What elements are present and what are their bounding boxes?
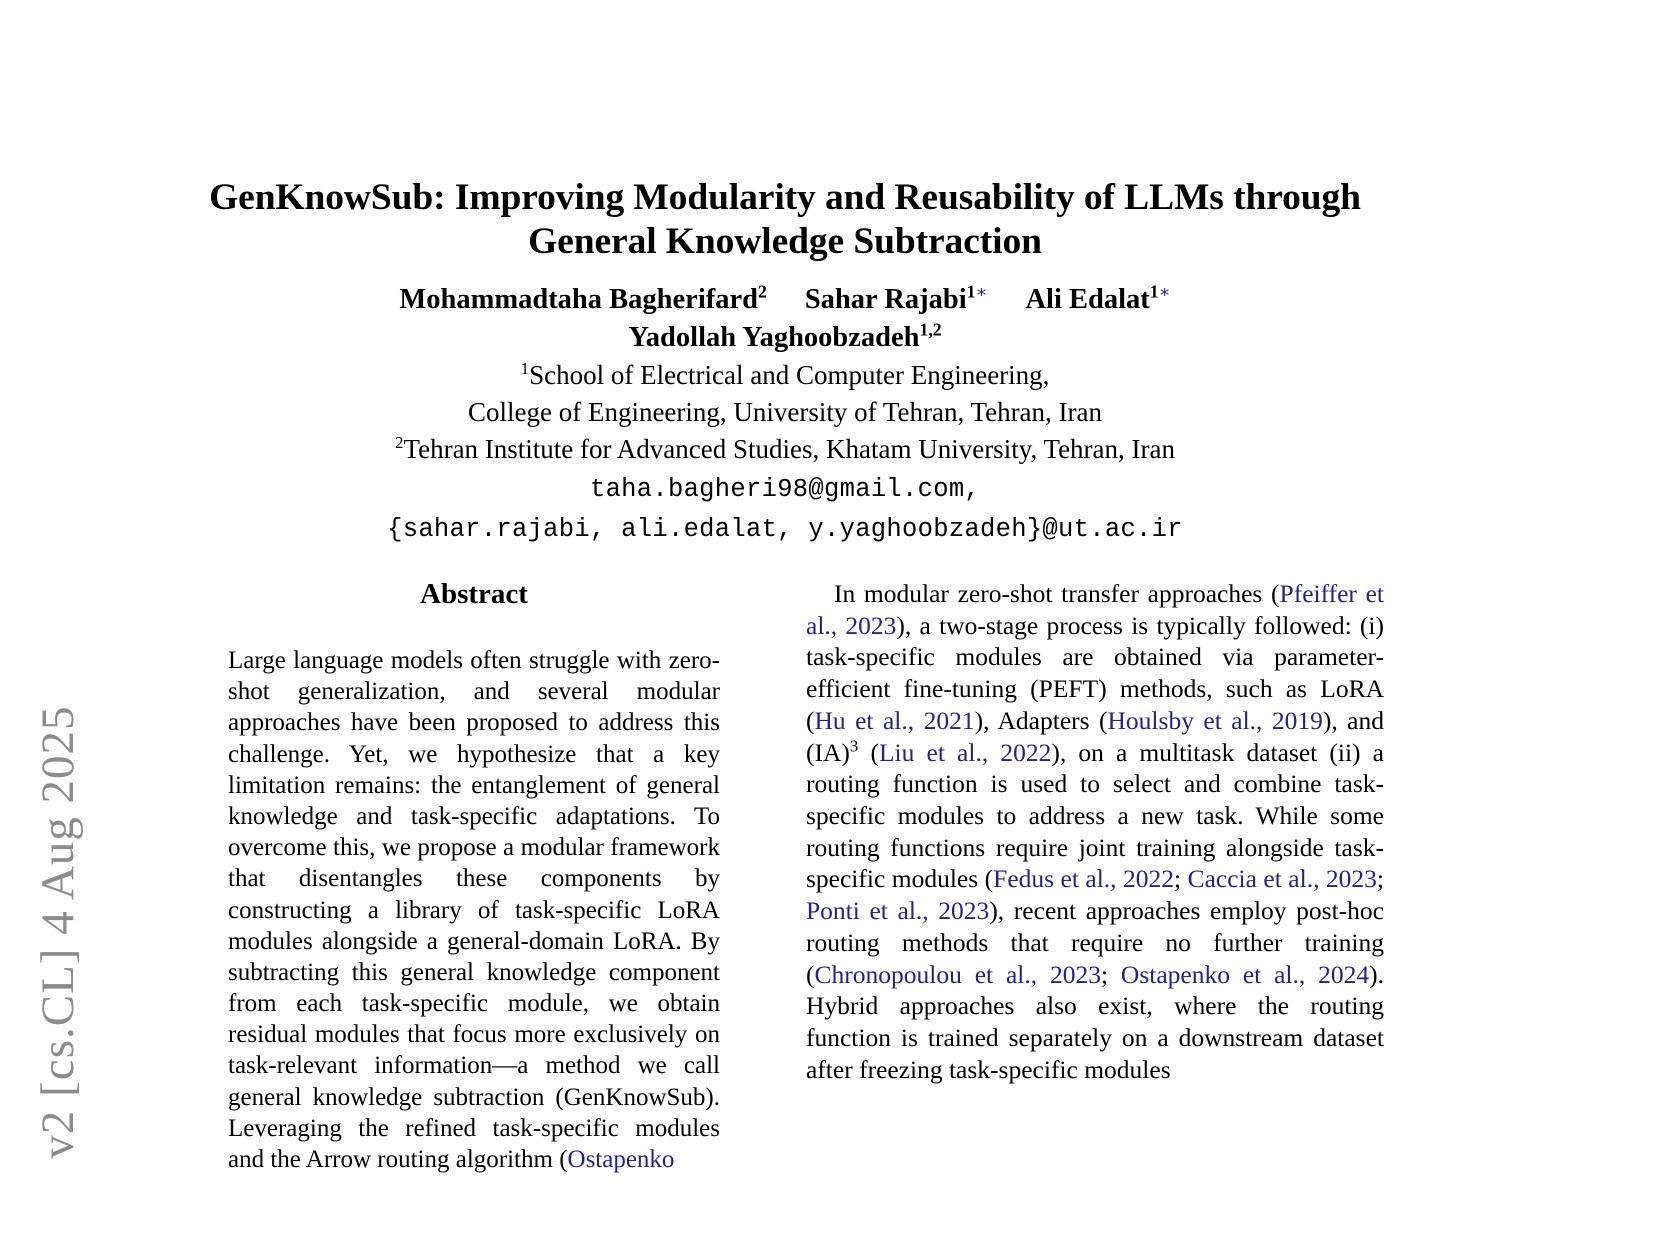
right-column: [806, 578, 1384, 1086]
body-text: ), on a multitask dataset (ii) a routing function is used to select and combine task-specific modules to address a new task. While some routing functions require joint training alongside task-specific modules (: [806, 737, 1385, 894]
author-row-1: [190, 281, 1380, 319]
body-text: In modular zero-shot transfer approaches (: [834, 579, 1280, 608]
author-name: Yadollah Yaghoobzadeh$^{1,2}$: [628, 319, 942, 354]
body-text: ), Adapters (: [974, 705, 1108, 735]
body-text: ), and (IA): [806, 705, 1384, 767]
author-list: [190, 281, 1380, 358]
body-text: ), a two-stage process is typically followed: (i) task-specific modules are obtained via parameter-efficient fine-tuning (PEFT) methods, such as LoRA (: [806, 610, 1384, 735]
body-text: ;: [1100, 959, 1121, 989]
citation-link[interactable]: Ponti et al., 2023: [806, 896, 990, 926]
affiliation-list: [190, 357, 1380, 468]
author-name: Ali Edalat$^{1∗}$: [1025, 281, 1171, 315]
citation-link[interactable]: Ostapenko: [567, 1146, 675, 1173]
citation-link[interactable]: Liu et al., 2022: [878, 737, 1052, 767]
author-name: Mohammadtaha Bagherifard$^2$: [399, 281, 767, 315]
affiliation-line: College of Engineering, University of Tehran, Tehran, Iran: [467, 396, 1103, 427]
body-text: (: [858, 737, 879, 767]
email-line-1: taha.bagheri98@gmail.com,: [589, 475, 981, 504]
author-affiliation-marker: 1,2: [919, 319, 942, 340]
left-column: [228, 578, 720, 1175]
equal-contribution-asterisk[interactable]: ∗: [1158, 281, 1171, 302]
body-text: Large language models often struggle with zero-shot generalization, and several modular approaches have been proposed to address this challenge. Yet, we hypothesize that a key limitation remains: the entanglement of general knowledge and task-specific adaptations. To overcome this, we propose a modular framework that disentangles these components by constructing a library of task-specific LoRA modules alongside a general-domain LoRA. By subtracting this general knowledge component from each task-specific module, we obtain residual modules that focus more exclusively on task-relevant information—a method we call general knowledge subtraction (GenKnowSub). Leveraging the refined task-specific modules and the Arrow routing algorithm (: [228, 647, 720, 1173]
abstract-paragraph: [228, 645, 720, 1175]
body-text: ), recent approaches employ post-hoc routing methods that require no further training (: [806, 896, 1384, 989]
author-affiliation-marker: 1: [1149, 281, 1159, 302]
abstract-heading: Abstract: [420, 578, 528, 610]
citation-link[interactable]: Fedus et al., 2022: [993, 864, 1175, 894]
citation-link[interactable]: Ostapenko et al., 2024: [1120, 959, 1370, 989]
email-block: [190, 470, 1380, 551]
body-text: ;: [1174, 864, 1188, 894]
superscript-number: 3: [849, 736, 859, 756]
affiliation-marker: 2: [394, 432, 404, 452]
author-row-2: [190, 319, 1380, 357]
introduction-paragraph: [806, 578, 1384, 1086]
citation-link[interactable]: Houlsby et al., 2019: [1107, 705, 1323, 735]
citation-link[interactable]: Caccia et al., 2023: [1187, 864, 1377, 894]
author-affiliation-marker: 1: [966, 281, 976, 302]
citation-link[interactable]: Chronopoulou et al., 2023: [814, 959, 1101, 989]
paper-title-block: [190, 176, 1380, 264]
email-line-2: {sahar.rajabi, ali.edalat, y.yaghoobzadeh}@ut.ac.ir: [387, 515, 1183, 545]
affiliation-line: $^2$Tehran Institute for Advanced Studies, Khatam University, Tehran, Iran: [394, 432, 1175, 464]
affiliation-line: $^1$School of Electrical and Computer Engineering,: [520, 359, 1050, 390]
equal-contribution-asterisk[interactable]: ∗: [975, 281, 988, 302]
page-title-line-1: GenKnowSub: Improving Modularity and Reusability of LLMs through: [209, 177, 1361, 218]
arxiv-identifier-stamp: v2 [cs.CL] 4 Aug 2025: [32, 705, 84, 1159]
citation-link[interactable]: Hu et al., 2021: [814, 705, 975, 735]
author-name: Sahar Rajabi$^{1∗}$: [804, 281, 988, 315]
affiliation-marker: 1: [520, 359, 530, 378]
body-text: ). Hybrid approaches also exist, where the routing function is trained separately on a downstream dataset after freezing task-specific modules: [806, 959, 1384, 1084]
body-text: ;: [1376, 864, 1385, 894]
citation-link[interactable]: Pfeiffer et al., 2023: [806, 579, 1384, 640]
author-affiliation-marker: 2: [757, 281, 767, 302]
page-title-line-2: General Knowledge Subtraction: [528, 220, 1042, 262]
